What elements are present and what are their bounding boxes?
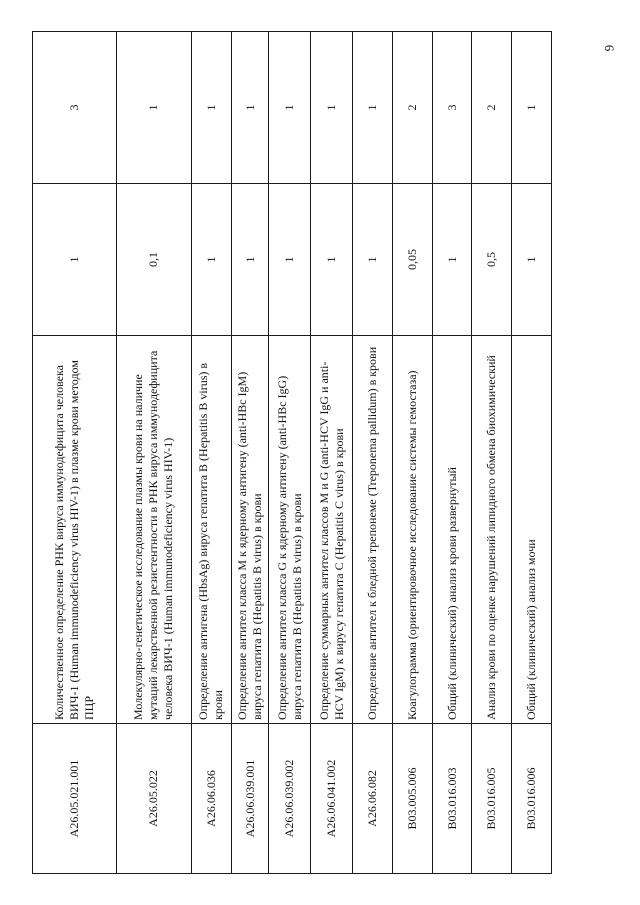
table-row xyxy=(432,32,472,874)
table-row xyxy=(512,32,552,874)
service-code: B03.005.006 xyxy=(392,724,432,874)
service-name: Анализ крови по оценке нарушений липидного обмена биохимический xyxy=(472,336,512,724)
service-code: B03.016.006 xyxy=(512,724,552,874)
service-multiplicity: 1 xyxy=(231,32,269,184)
service-multiplicity: 2 xyxy=(472,32,512,184)
service-code: A26.05.021.001 xyxy=(33,724,117,874)
service-frequency: 1 xyxy=(512,184,552,336)
table-row xyxy=(192,32,232,874)
service-frequency: 0,05 xyxy=(392,184,432,336)
service-code: A26.06.041.002 xyxy=(311,724,353,874)
table-row xyxy=(392,32,432,874)
service-name: Общий (клинический) анализ мочи xyxy=(512,336,552,724)
table-row xyxy=(33,32,117,874)
service-name: Молекулярно-генетическое исследование плазмы крови на наличие мутаций лекарственной резистентности в РНК вируса иммунодефицита человека ВИЧ-1 (Human immunodeficiency virus HIV-1) xyxy=(116,336,191,724)
service-code: A26.06.036 xyxy=(192,724,232,874)
service-multiplicity: 1 xyxy=(116,32,191,184)
table-row xyxy=(311,32,353,874)
service-multiplicity: 1 xyxy=(192,32,232,184)
service-code: A26.06.039.001 xyxy=(231,724,269,874)
service-frequency: 1 xyxy=(311,184,353,336)
service-code: B03.016.005 xyxy=(472,724,512,874)
service-frequency: 1 xyxy=(231,184,269,336)
service-name: Общий (клинический) анализ крови развернутый xyxy=(432,336,472,724)
rotated-table-container xyxy=(32,32,552,874)
service-name: Коагулограмма (ориентировочное исследование системы гемостаза) xyxy=(392,336,432,724)
service-name: Определение антигена (HbsAg) вируса гепатита B (Hepatitis B virus) в крови xyxy=(192,336,232,724)
service-frequency: 1 xyxy=(432,184,472,336)
service-name: Определение антител к бледной трепонеме (Treponema pallidum) в крови xyxy=(353,336,393,724)
service-multiplicity: 1 xyxy=(311,32,353,184)
service-name: Определение суммарных антител классов M и G (anti-HCV IgG и anti-HCV IgM) к вирусу гепатита C (Hepatitis C virus) в крови xyxy=(311,336,353,724)
table-row xyxy=(116,32,191,874)
table-row xyxy=(353,32,393,874)
table-row xyxy=(269,32,311,874)
service-multiplicity: 1 xyxy=(353,32,393,184)
service-code: A26.06.039.002 xyxy=(269,724,311,874)
service-multiplicity: 3 xyxy=(432,32,472,184)
service-name: Определение антител класса M к ядерному антигену (anti-HBc IgM) вируса гепатита B (Hepatitis B virus) в крови xyxy=(231,336,269,724)
service-frequency: 1 xyxy=(269,184,311,336)
service-frequency: 1 xyxy=(353,184,393,336)
service-code: A26.05.022 xyxy=(116,724,191,874)
service-frequency: 1 xyxy=(33,184,117,336)
table-row xyxy=(231,32,269,874)
service-name: Определение антител класса G к ядерному антигену (anti-HBc IgG) вируса гепатита B (Hepatitis B virus) в крови xyxy=(269,336,311,724)
service-code: B03.016.003 xyxy=(432,724,472,874)
service-frequency: 0,5 xyxy=(472,184,512,336)
services-table xyxy=(32,31,552,874)
service-multiplicity: 2 xyxy=(392,32,432,184)
service-code: A26.06.082 xyxy=(353,724,393,874)
service-multiplicity: 1 xyxy=(512,32,552,184)
service-frequency: 0,1 xyxy=(116,184,191,336)
page-number: 6 xyxy=(602,44,617,52)
table-row xyxy=(472,32,512,874)
service-multiplicity: 3 xyxy=(33,32,117,184)
service-frequency: 1 xyxy=(192,184,232,336)
service-name: Количественное определение РНК вируса иммунодефицита человека ВИЧ-1 (Human immunodeficiency virus HIV-1) в плазме крови методом ПЦР xyxy=(33,336,117,724)
service-multiplicity: 1 xyxy=(269,32,311,184)
